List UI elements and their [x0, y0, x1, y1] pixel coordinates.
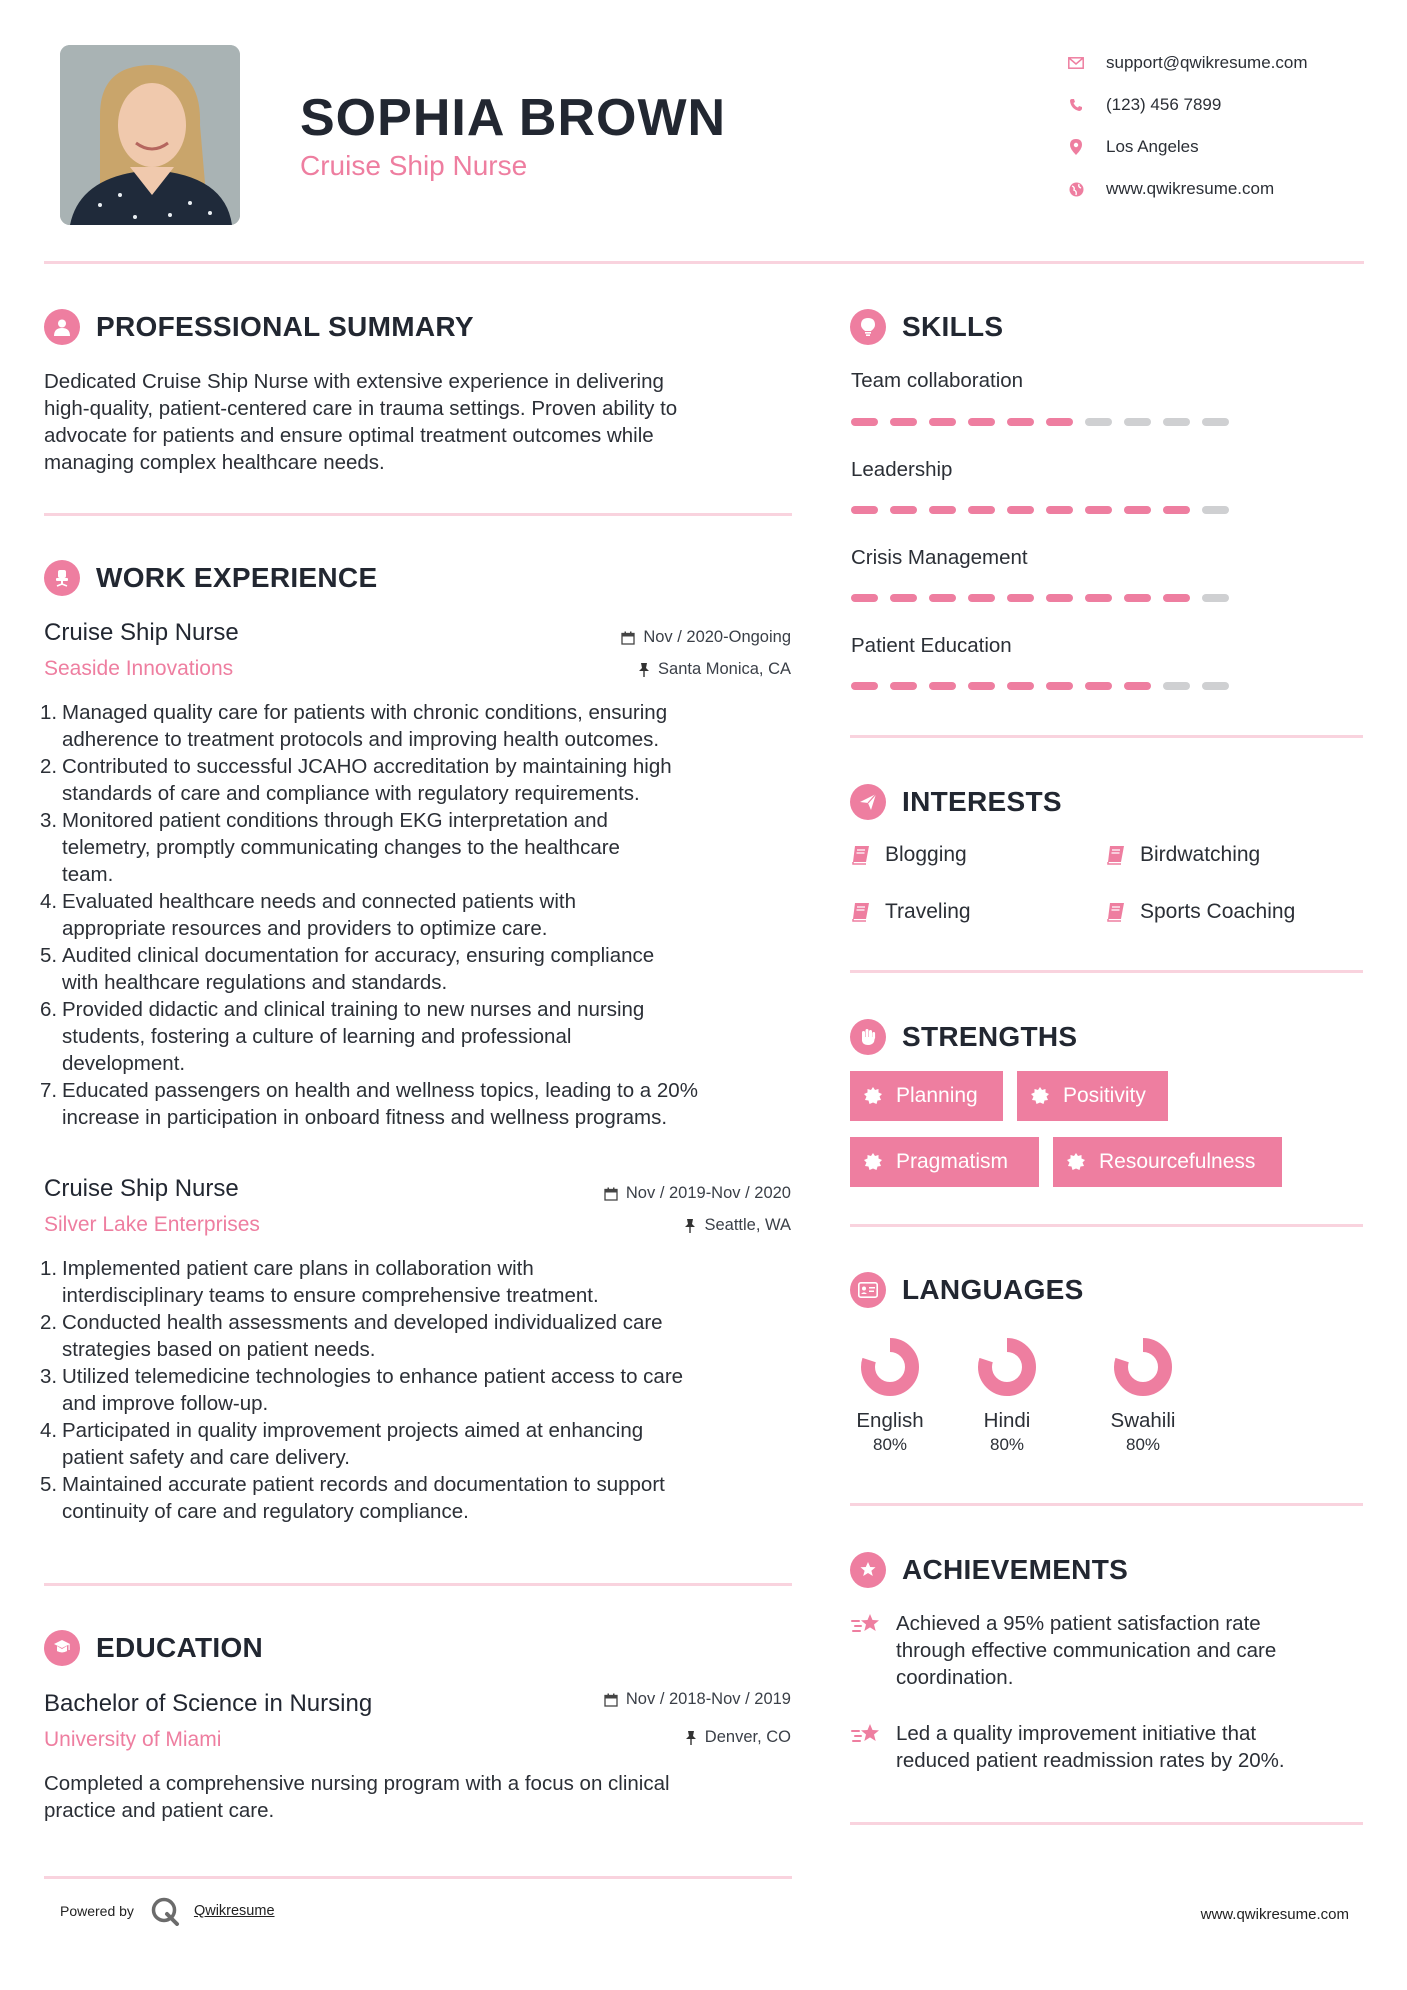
badge-icon: [864, 1087, 882, 1105]
skill-dash-filled: [929, 418, 956, 426]
strengths-title: STRENGTHS: [902, 1021, 1078, 1052]
badge-icon: [1067, 1153, 1085, 1171]
list-item: 4. Participated in quality improvement projects aimed at enhancing patient safety and care delivery.: [40, 1419, 644, 1469]
list-item: 3. Utilized telemedicine technologies to enhance patient access to care and improve follow-up.: [40, 1365, 684, 1415]
achievement-item: [850, 1610, 1276, 1691]
skills-header: [850, 309, 1003, 345]
fist-icon: [850, 1019, 886, 1055]
skill-dash-filled: [1085, 594, 1112, 602]
skill-name: Crisis Management: [851, 546, 1028, 569]
language-item: [830, 1335, 950, 1455]
education-dates: [604, 1690, 791, 1709]
job-dates: [604, 1184, 791, 1203]
job-company: Seaside Innovations: [44, 657, 234, 680]
job-dates-text: Nov / 2019-Nov / 2020: [625, 1184, 791, 1202]
pushpin-icon: [684, 1219, 696, 1233]
book-icon: [1106, 902, 1126, 922]
header-divider: [44, 261, 1364, 264]
id-card-icon: [850, 1272, 886, 1308]
list-item: 2. Conducted health assessments and developed individualized care strategies based on patient needs.: [40, 1311, 663, 1361]
interest-item: [1106, 900, 1295, 924]
list-item: 6. Provided didactic and clinical training to new nurses and nursing students, fostering a culture of learning and professional development.: [40, 998, 645, 1075]
book-icon: [851, 845, 871, 865]
summary-line: managing complex healthcare needs.: [44, 451, 385, 474]
skill-dash-empty: [1124, 418, 1151, 426]
footer-website[interactable]: www.qwikresume.com: [1200, 1906, 1349, 1923]
strength-label: Resourcefulness: [1099, 1150, 1256, 1173]
degree-title: Bachelor of Science in Nursing: [44, 1690, 373, 1717]
job-dates: [621, 628, 791, 647]
award-icon: [850, 1552, 886, 1588]
calendar-icon: [604, 1693, 618, 1707]
achievement-text: Led a quality improvement initiative that reduced patient readmission rates by 20%.: [896, 1722, 1285, 1772]
skill-dash-filled: [1085, 506, 1112, 514]
achievement-item: [850, 1720, 1285, 1774]
interest-item: [851, 843, 967, 867]
strength-tag: [1053, 1137, 1282, 1187]
shooting-star-icon: [850, 1722, 882, 1774]
strengths-header: [850, 1019, 1077, 1055]
qwikresume-logo-icon: [150, 1896, 180, 1926]
interest-item: [851, 900, 971, 924]
contact-location-text: Los Angeles: [1106, 137, 1199, 156]
interest-label: Traveling: [885, 900, 971, 923]
skill-dash-filled: [851, 506, 878, 514]
job-dates-text: Nov / 2020-Ongoing: [643, 628, 791, 646]
strength-tag: [850, 1071, 1003, 1121]
summary-line: advocate for patients and ensure optimal treatment outcomes while: [44, 424, 654, 447]
powered-by-label: Powered by: [60, 1903, 134, 1919]
shooting-star-icon: [850, 1612, 882, 1691]
interests-divider: [850, 970, 1363, 973]
skill-dash-filled: [890, 418, 917, 426]
skills-title: SKILLS: [902, 311, 1004, 342]
summary-line: high-quality, patient-centered care in trauma settings. Proven ability to: [44, 397, 678, 420]
candidate-name: SOPHIA BROWN: [300, 89, 727, 147]
skill-level-bar: [851, 418, 1241, 426]
job-title: Cruise Ship Nurse: [44, 1175, 239, 1202]
skill-dash-filled: [851, 682, 878, 690]
user-icon: [44, 309, 80, 345]
skill-dash-filled: [890, 682, 917, 690]
interest-item: [1106, 843, 1260, 867]
job-bullets: [40, 699, 804, 1131]
education-location: [685, 1728, 791, 1747]
skill-dash-filled: [890, 594, 917, 602]
language-name: Hindi: [983, 1409, 1031, 1432]
skill-dash-empty: [1085, 418, 1112, 426]
globe-icon: [1068, 181, 1084, 197]
brand-link[interactable]: Qwikresume: [193, 1903, 275, 1919]
skill-level-bar: [851, 682, 1241, 690]
skill-dash-filled: [1046, 594, 1073, 602]
skill-name: Leadership: [851, 458, 953, 481]
contact-email-text: support@qwikresume.com: [1106, 53, 1308, 72]
contact-location: [1068, 126, 1308, 168]
contact-email[interactable]: [1068, 42, 1308, 84]
contact-phone-text: (123) 456 7899: [1106, 95, 1222, 114]
skills-divider: [850, 735, 1363, 738]
education-description: Completed a comprehensive nursing program with a focus on clinical practice and patient care.: [44, 1772, 670, 1822]
list-item: 2. Contributed to successful JCAHO accreditation by maintaining high standards of care and compliance with regulatory requirements.: [40, 755, 672, 805]
skill-dash-filled: [1046, 682, 1073, 690]
skill-dash-filled: [1007, 506, 1034, 514]
strength-tag: [1017, 1071, 1168, 1121]
summary-line: Dedicated Cruise Ship Nurse with extensive experience in delivering: [44, 370, 664, 393]
language-item: [1083, 1335, 1203, 1455]
list-item: 3. Monitored patient conditions through EKG interpretation and telemetry, promptly communicating changes to the healthcare team.: [40, 809, 620, 886]
book-icon: [851, 902, 871, 922]
language-progress-ring: [1111, 1335, 1175, 1399]
skill-level-bar: [851, 506, 1241, 514]
candidate-role: Cruise Ship Nurse: [300, 150, 528, 181]
job-location-text: Santa Monica, CA: [658, 660, 791, 678]
skill-level-bar: [851, 594, 1241, 602]
education-location-text: Denver, CO: [704, 1728, 791, 1746]
experience-divider: [44, 1583, 792, 1586]
phone-icon: [1068, 97, 1084, 113]
calendar-icon: [604, 1187, 618, 1201]
languages-title: LANGUAGES: [902, 1274, 1084, 1305]
education-divider: [44, 1876, 792, 1879]
list-item: 1. Implemented patient care plans in collaboration with interdisciplinary teams to ensure comprehensive treatment.: [40, 1257, 599, 1307]
envelope-icon: [1068, 55, 1084, 71]
pushpin-icon: [685, 1731, 697, 1745]
skill-dash-filled: [1007, 594, 1034, 602]
interest-label: Sports Coaching: [1140, 900, 1296, 923]
skill-dash-filled: [1163, 594, 1190, 602]
interests-header: [850, 784, 1062, 820]
list-item: 1. Managed quality care for patients with chronic conditions, ensuring adherence to treatment protocols and improving health outcomes.: [40, 701, 668, 751]
summary-text: [44, 368, 804, 476]
language-percent: 80%: [1125, 1435, 1161, 1454]
interests-title: INTERESTS: [902, 786, 1062, 817]
calendar-icon: [621, 631, 635, 645]
skill-dash-filled: [1046, 418, 1073, 426]
summary-divider: [44, 513, 792, 516]
skill-name: Team collaboration: [851, 369, 1024, 392]
language-percent: 80%: [989, 1435, 1025, 1454]
lightbulb-icon: [850, 309, 886, 345]
job-location: [684, 1216, 791, 1235]
skill-dash-empty: [1163, 682, 1190, 690]
skill-dash-empty: [1202, 418, 1229, 426]
experience-title: WORK EXPERIENCE: [96, 562, 378, 593]
skill-dash-filled: [1007, 418, 1034, 426]
map-pin-icon: [1068, 139, 1084, 155]
skill-dash-filled: [851, 418, 878, 426]
interest-label: Birdwatching: [1140, 843, 1261, 866]
achievements-divider: [850, 1822, 1363, 1825]
strength-tag: [850, 1137, 1039, 1187]
achievement-text: Achieved a 95% patient satisfaction rate through effective communication and care coordination.: [896, 1612, 1277, 1689]
paper-plane-icon: [850, 784, 886, 820]
experience-header: [44, 560, 377, 596]
person-photo-icon: [60, 45, 240, 225]
strengths-divider: [850, 1224, 1363, 1227]
language-percent: 80%: [872, 1435, 908, 1454]
languages-divider: [850, 1503, 1363, 1506]
skill-dash-empty: [1202, 506, 1229, 514]
skill-dash-filled: [929, 594, 956, 602]
education-header: [44, 1630, 263, 1666]
skill-dash-filled: [968, 682, 995, 690]
skill-dash-filled: [929, 506, 956, 514]
language-progress-ring: [975, 1335, 1039, 1399]
strength-label: Positivity: [1063, 1084, 1146, 1107]
language-name: English: [856, 1409, 924, 1432]
list-item: 5. Maintained accurate patient records and documentation to support continuity of care and regulatory compliance.: [40, 1473, 665, 1523]
skill-dash-filled: [1046, 506, 1073, 514]
strength-label: Planning: [896, 1084, 978, 1107]
job-location: [638, 660, 791, 679]
skill-dash-filled: [890, 506, 917, 514]
job-location-text: Seattle, WA: [704, 1216, 791, 1234]
education-title: EDUCATION: [96, 1632, 264, 1663]
summary-header: [44, 309, 474, 345]
education-dates-text: Nov / 2018-Nov / 2019: [625, 1690, 791, 1708]
skill-dash-filled: [1085, 682, 1112, 690]
skill-dash-filled: [968, 418, 995, 426]
pushpin-icon: [638, 663, 650, 677]
job-bullets: [40, 1255, 804, 1525]
contact-website[interactable]: [1068, 168, 1308, 210]
badge-icon: [1031, 1087, 1049, 1105]
skill-dash-filled: [1124, 682, 1151, 690]
languages-header: [850, 1272, 1084, 1308]
office-chair-icon: [44, 560, 80, 596]
language-name: Swahili: [1110, 1409, 1176, 1432]
school-name: University of Miami: [44, 1728, 222, 1751]
skill-dash-empty: [1202, 594, 1229, 602]
skill-dash-filled: [851, 594, 878, 602]
skill-dash-empty: [1163, 418, 1190, 426]
skill-dash-filled: [1124, 594, 1151, 602]
list-item: 4. Evaluated healthcare needs and connected patients with appropriate resources and providers to optimize care.: [40, 890, 577, 940]
list-item: 5. Audited clinical documentation for accuracy, ensuring compliance with healthcare regulations and standards.: [40, 944, 655, 994]
book-icon: [1106, 845, 1126, 865]
language-item: [947, 1335, 1067, 1455]
skill-dash-filled: [968, 594, 995, 602]
skill-dash-filled: [1124, 506, 1151, 514]
footer-powered-by: [60, 1896, 275, 1926]
language-progress-ring: [858, 1335, 922, 1399]
job-title: Cruise Ship Nurse: [44, 619, 239, 646]
achievements-title: ACHIEVEMENTS: [902, 1554, 1129, 1585]
contact-phone[interactable]: [1068, 84, 1308, 126]
skill-dash-filled: [1163, 506, 1190, 514]
skill-dash-filled: [968, 506, 995, 514]
skill-dash-filled: [1007, 682, 1034, 690]
strength-label: Pragmatism: [896, 1150, 1009, 1173]
skill-dash-filled: [929, 682, 956, 690]
achievements-header: [850, 1552, 1128, 1588]
list-item: 7. Educated passengers on health and wellness topics, leading to a 20% increase in participation in onboard fitness and wellness programs.: [40, 1079, 698, 1129]
skill-dash-empty: [1202, 682, 1229, 690]
graduate-icon: [44, 1630, 80, 1666]
skill-name: Patient Education: [851, 634, 1012, 657]
job-company: Silver Lake Enterprises: [44, 1213, 260, 1236]
interest-label: Blogging: [885, 843, 967, 866]
summary-title: PROFESSIONAL SUMMARY: [96, 311, 474, 342]
profile-photo: [60, 45, 240, 225]
badge-icon: [864, 1153, 882, 1171]
contact-website-text: www.qwikresume.com: [1106, 179, 1275, 198]
contact-block: [1068, 42, 1308, 210]
